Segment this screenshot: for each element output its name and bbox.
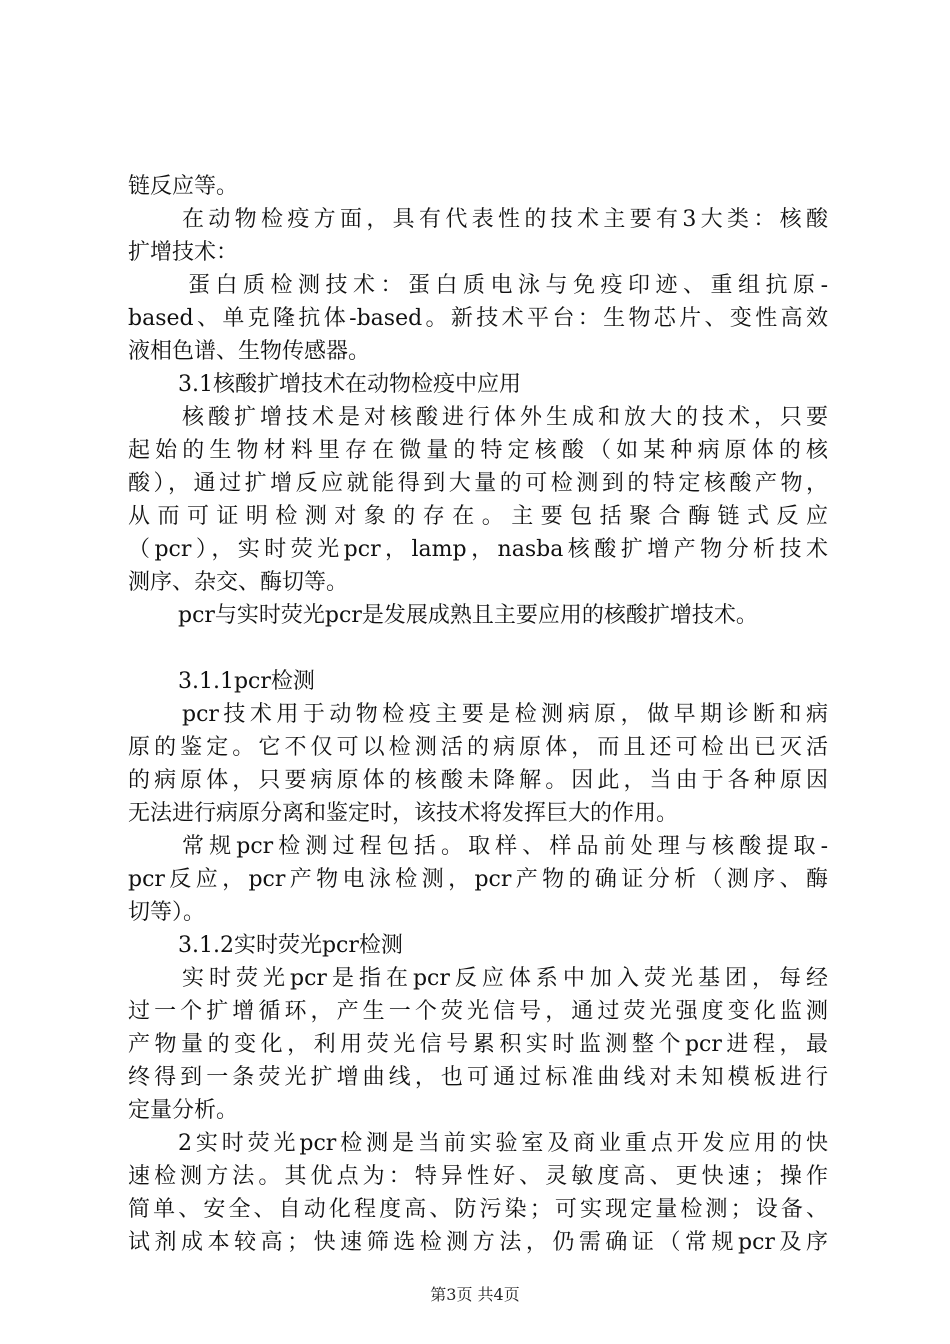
text-line: 切等）。 bbox=[128, 900, 206, 925]
text-line: 的病原体，只要病原体的核酸未降解。因此，当由于各种原因 bbox=[128, 768, 828, 793]
text-line: 液相色谱、生物传感器。 bbox=[128, 339, 371, 364]
text-line: 简单、安全、自动化程度高、防污染；可实现定量检测；设备、 bbox=[128, 1197, 828, 1222]
text-line: 试剂成本较高；快速筛选检测方法，仍需确证（常规pcr及序 bbox=[128, 1230, 828, 1255]
text-line: pcr反应，pcr产物电泳检测，pcr产物的确证分析（测序、酶 bbox=[128, 867, 828, 892]
text-line: 测序、杂交、酶切等。 bbox=[128, 570, 349, 595]
text-line: （pcr），实时荧光pcr，lamp，nasba核酸扩增产物分析技术 bbox=[128, 537, 828, 562]
text-line: 扩增技术： bbox=[128, 240, 239, 265]
text-line: 实时荧光pcr是指在pcr反应体系中加入荧光基团，每经 bbox=[182, 966, 828, 991]
text-line: 原的鉴定。它不仅可以检测活的病原体，而且还可检出已灭活 bbox=[128, 735, 828, 760]
text-line: 在动物检疫方面，具有代表性的技术主要有3大类：核酸 bbox=[182, 207, 828, 232]
text-line: 终得到一条荧光扩增曲线，也可通过标准曲线对未知模板进行 bbox=[128, 1065, 828, 1090]
text-line: 产物量的变化，利用荧光信号累积实时监测整个pcr进程，最 bbox=[128, 1032, 828, 1057]
text-line: 核酸扩增技术是对核酸进行体外生成和放大的技术，只要 bbox=[182, 405, 828, 430]
text-line: 从而可证明检测对象的存在。主要包括聚合酶链式反应 bbox=[128, 504, 828, 529]
page-footer: 第3页 共4页 bbox=[430, 1285, 520, 1304]
text-line: 过一个扩增循环，产生一个荧光信号，通过荧光强度变化监测 bbox=[128, 999, 828, 1024]
text-line: 起始的生物材料里存在微量的特定核酸（如某种病原体的核 bbox=[128, 438, 828, 463]
text-line: 链反应等。 bbox=[128, 174, 239, 199]
text-line: 定量分析。 bbox=[128, 1098, 239, 1123]
section-heading: 3.1.2实时荧光pcr检测 bbox=[178, 933, 403, 958]
document-body bbox=[128, 170, 828, 1259]
text-line: 酸），通过扩增反应就能得到大量的可检测到的特定核酸产物， bbox=[128, 471, 828, 496]
section-heading: 3.1.1pcr检测 bbox=[178, 669, 315, 694]
text-line: 常规pcr检测过程包括。取样、样品前处理与核酸提取- bbox=[182, 834, 828, 859]
text-line: based、单克隆抗体-based。新技术平台：生物芯片、变性高效 bbox=[128, 306, 828, 331]
text-line: 无法进行病原分离和鉴定时，该技术将发挥巨大的作用。 bbox=[128, 801, 679, 826]
text-line: 速检测方法。其优点为：特异性好、灵敏度高、更快速；操作 bbox=[128, 1164, 828, 1189]
section-heading: 3.1核酸扩增技术在动物检疫中应用 bbox=[178, 372, 521, 397]
text-line: 2实时荧光pcr检测是当前实验室及商业重点开发应用的快 bbox=[178, 1131, 828, 1156]
text-line: pcr与实时荧光pcr是发展成熟且主要应用的核酸扩增技术。 bbox=[178, 603, 758, 628]
text-line: pcr技术用于动物检疫主要是检测病原，做早期诊断和病 bbox=[182, 702, 828, 727]
blank-line bbox=[128, 632, 828, 665]
text-line: 蛋白质检测技术：蛋白质电泳与免疫印迹、重组抗原- bbox=[188, 273, 828, 298]
